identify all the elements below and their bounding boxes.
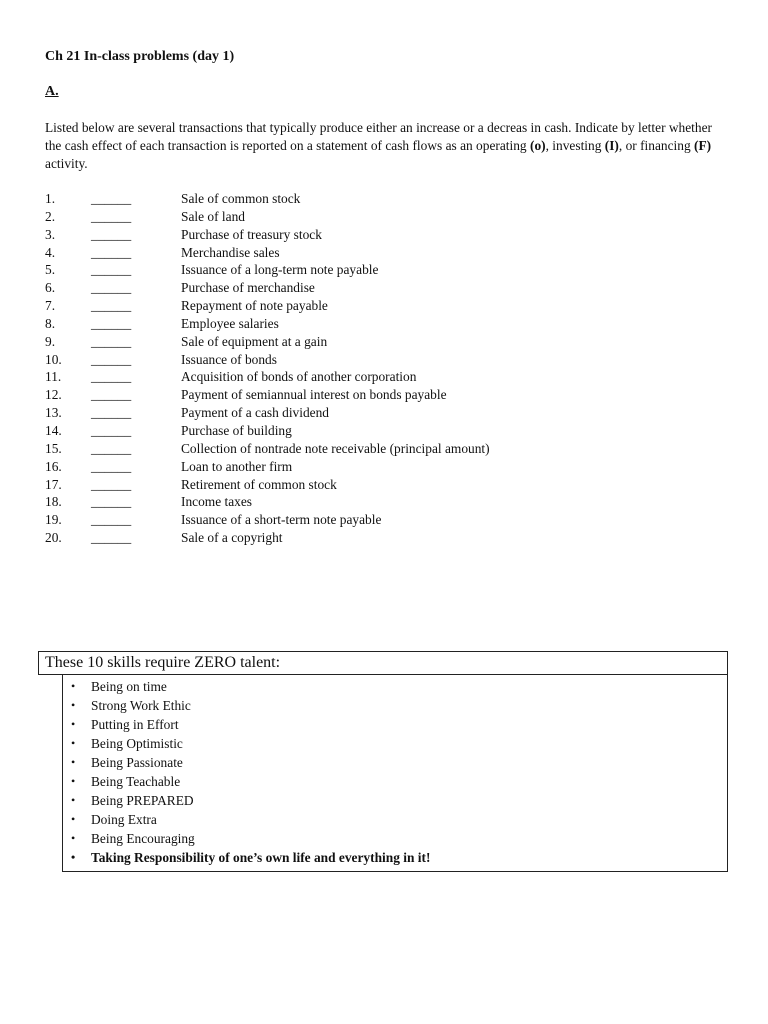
transaction-row	[45, 279, 725, 297]
answer-blank[interactable]: ______	[91, 298, 132, 314]
section-label: A.	[45, 84, 59, 99]
answer-blank[interactable]: ______	[91, 530, 132, 546]
skill-text: Taking Responsibility of one’s own life and everything in it!	[91, 850, 431, 865]
transaction-list	[45, 190, 725, 547]
transaction-row	[45, 190, 725, 208]
skill-item	[71, 734, 727, 753]
transaction-number: 4.	[45, 244, 56, 260]
skill-item	[71, 791, 727, 810]
transaction-description: Sale of equipment at a gain	[181, 333, 328, 349]
skills-table	[38, 651, 728, 872]
transaction-row	[45, 226, 725, 244]
transaction-description: Purchase of building	[181, 422, 292, 438]
skill-text: Doing Extra	[91, 812, 157, 827]
transaction-number: 7.	[45, 298, 56, 314]
bullet-icon: •	[71, 755, 76, 769]
transaction-description: Sale of a copyright	[181, 530, 283, 546]
transaction-number: 5.	[45, 262, 56, 278]
answer-blank[interactable]: ______	[91, 422, 132, 438]
transaction-description: Issuance of a long-term note payable	[181, 262, 379, 278]
skill-item	[71, 753, 727, 772]
transaction-row	[45, 315, 725, 333]
bullet-icon: •	[71, 774, 76, 788]
transaction-number: 3.	[45, 226, 56, 242]
answer-blank[interactable]: ______	[91, 208, 132, 224]
skill-text: Being Passionate	[91, 755, 183, 770]
transaction-number: 20.	[45, 530, 62, 546]
answer-blank[interactable]: ______	[91, 191, 132, 206]
answer-blank[interactable]: ______	[91, 387, 132, 403]
transaction-description: Collection of nontrade note receivable (principal amount)	[181, 440, 490, 456]
answer-blank[interactable]: ______	[91, 262, 132, 278]
instructions-text-4: activity.	[45, 156, 88, 171]
skill-text: Being Encouraging	[91, 831, 195, 846]
operating-code: (o)	[529, 138, 546, 153]
transaction-row	[45, 386, 725, 404]
investing-code: (I)	[604, 138, 619, 153]
answer-blank[interactable]: ______	[91, 244, 132, 260]
answer-blank[interactable]: ______	[91, 351, 132, 367]
transaction-description: Payment of semiannual interest on bonds payable	[181, 387, 447, 403]
transaction-number: 13.	[45, 405, 62, 421]
transaction-description: Repayment of note payable	[181, 298, 328, 314]
transaction-row	[45, 261, 725, 279]
transaction-row	[45, 476, 725, 494]
skill-text: Being PREPARED	[91, 793, 194, 808]
transaction-number: 19.	[45, 512, 62, 528]
transaction-description: Sale of common stock	[181, 191, 301, 206]
instructions-text-2: , investing	[545, 138, 605, 153]
transaction-number: 17.	[45, 476, 62, 492]
skills-header: These 10 skills require ZERO talent:	[38, 651, 728, 675]
skill-text: Being Teachable	[91, 774, 181, 789]
bullet-icon: •	[71, 831, 76, 845]
answer-blank[interactable]: ______	[91, 440, 132, 456]
transaction-row	[45, 208, 725, 226]
answer-blank[interactable]: ______	[91, 476, 132, 492]
bullet-icon: •	[71, 850, 76, 864]
skill-item	[71, 810, 727, 829]
transaction-description: Purchase of merchandise	[181, 280, 315, 296]
financing-code: (F)	[694, 138, 712, 153]
bullet-icon: •	[71, 736, 76, 750]
transaction-description: Loan to another firm	[181, 458, 293, 474]
skill-text: Putting in Effort	[91, 717, 179, 732]
answer-blank[interactable]: ______	[91, 512, 132, 528]
transaction-description: Issuance of bonds	[181, 351, 277, 367]
instructions-paragraph	[45, 119, 725, 173]
transaction-description: Payment of a cash dividend	[181, 405, 330, 421]
transaction-number: 16.	[45, 458, 62, 474]
transaction-description: Income taxes	[181, 494, 253, 510]
answer-blank[interactable]: ______	[91, 280, 132, 296]
answer-blank[interactable]: ______	[91, 369, 132, 385]
transaction-number: 9.	[45, 333, 56, 349]
transaction-description: Employee salaries	[181, 315, 279, 331]
answer-blank[interactable]: ______	[91, 405, 132, 421]
transaction-description: Merchandise sales	[181, 244, 280, 260]
transaction-row	[45, 511, 725, 529]
bullet-icon: •	[71, 812, 76, 826]
transaction-row	[45, 368, 725, 386]
answer-blank[interactable]: ______	[91, 333, 132, 349]
transaction-description: Retirement of common stock	[181, 476, 337, 492]
transaction-description: Acquisition of bonds of another corporation	[181, 369, 417, 385]
bullet-icon: •	[71, 717, 76, 731]
skill-text: Being Optimistic	[91, 736, 183, 751]
transaction-number: 2.	[45, 208, 56, 224]
skills-list	[63, 677, 727, 867]
transaction-number: 1.	[45, 191, 56, 206]
transaction-row	[45, 440, 725, 458]
transaction-description: Sale of land	[181, 208, 245, 224]
page-title: Ch 21 In-class problems (day 1)	[45, 49, 235, 64]
transaction-number: 10.	[45, 351, 62, 367]
bullet-icon: •	[71, 679, 76, 693]
transaction-number: 6.	[45, 280, 56, 296]
transaction-number: 15.	[45, 440, 62, 456]
answer-blank[interactable]: ______	[91, 226, 132, 242]
transaction-number: 14.	[45, 422, 62, 438]
skill-item	[71, 715, 727, 734]
skill-item	[71, 677, 727, 696]
transaction-row	[45, 333, 725, 351]
transaction-row	[45, 422, 725, 440]
transaction-description: Purchase of treasury stock	[181, 226, 322, 242]
skills-list-box	[62, 675, 728, 872]
instructions-text-3: , or financing	[618, 138, 695, 153]
transaction-number: 8.	[45, 315, 56, 331]
skill-item	[71, 848, 727, 867]
transaction-row	[45, 297, 725, 315]
answer-blank[interactable]: ______	[91, 458, 132, 474]
skill-item	[71, 772, 727, 791]
bullet-icon: •	[71, 698, 76, 712]
skill-item	[71, 696, 727, 715]
transaction-number: 11.	[45, 369, 62, 385]
transaction-number: 18.	[45, 494, 62, 510]
skill-item	[71, 829, 727, 848]
transaction-row	[45, 244, 725, 262]
transaction-row	[45, 529, 725, 547]
bullet-icon: •	[71, 793, 76, 807]
transaction-row	[45, 351, 725, 369]
answer-blank[interactable]: ______	[91, 494, 132, 510]
skill-text: Strong Work Ethic	[91, 698, 191, 713]
answer-blank[interactable]: ______	[91, 315, 132, 331]
transaction-row	[45, 404, 725, 422]
transaction-row	[45, 458, 725, 476]
skill-text: Being on time	[91, 679, 167, 694]
transaction-number: 12.	[45, 387, 62, 403]
transaction-description: Issuance of a short-term note payable	[181, 512, 382, 528]
instructions-text-1: Listed below are several transactions that typically produce either an increase or a decreas in cash. Indicate by letter whether the cash effect of each transaction is reported on a statement of cash flows as an operating	[45, 120, 713, 153]
transaction-row	[45, 493, 725, 511]
